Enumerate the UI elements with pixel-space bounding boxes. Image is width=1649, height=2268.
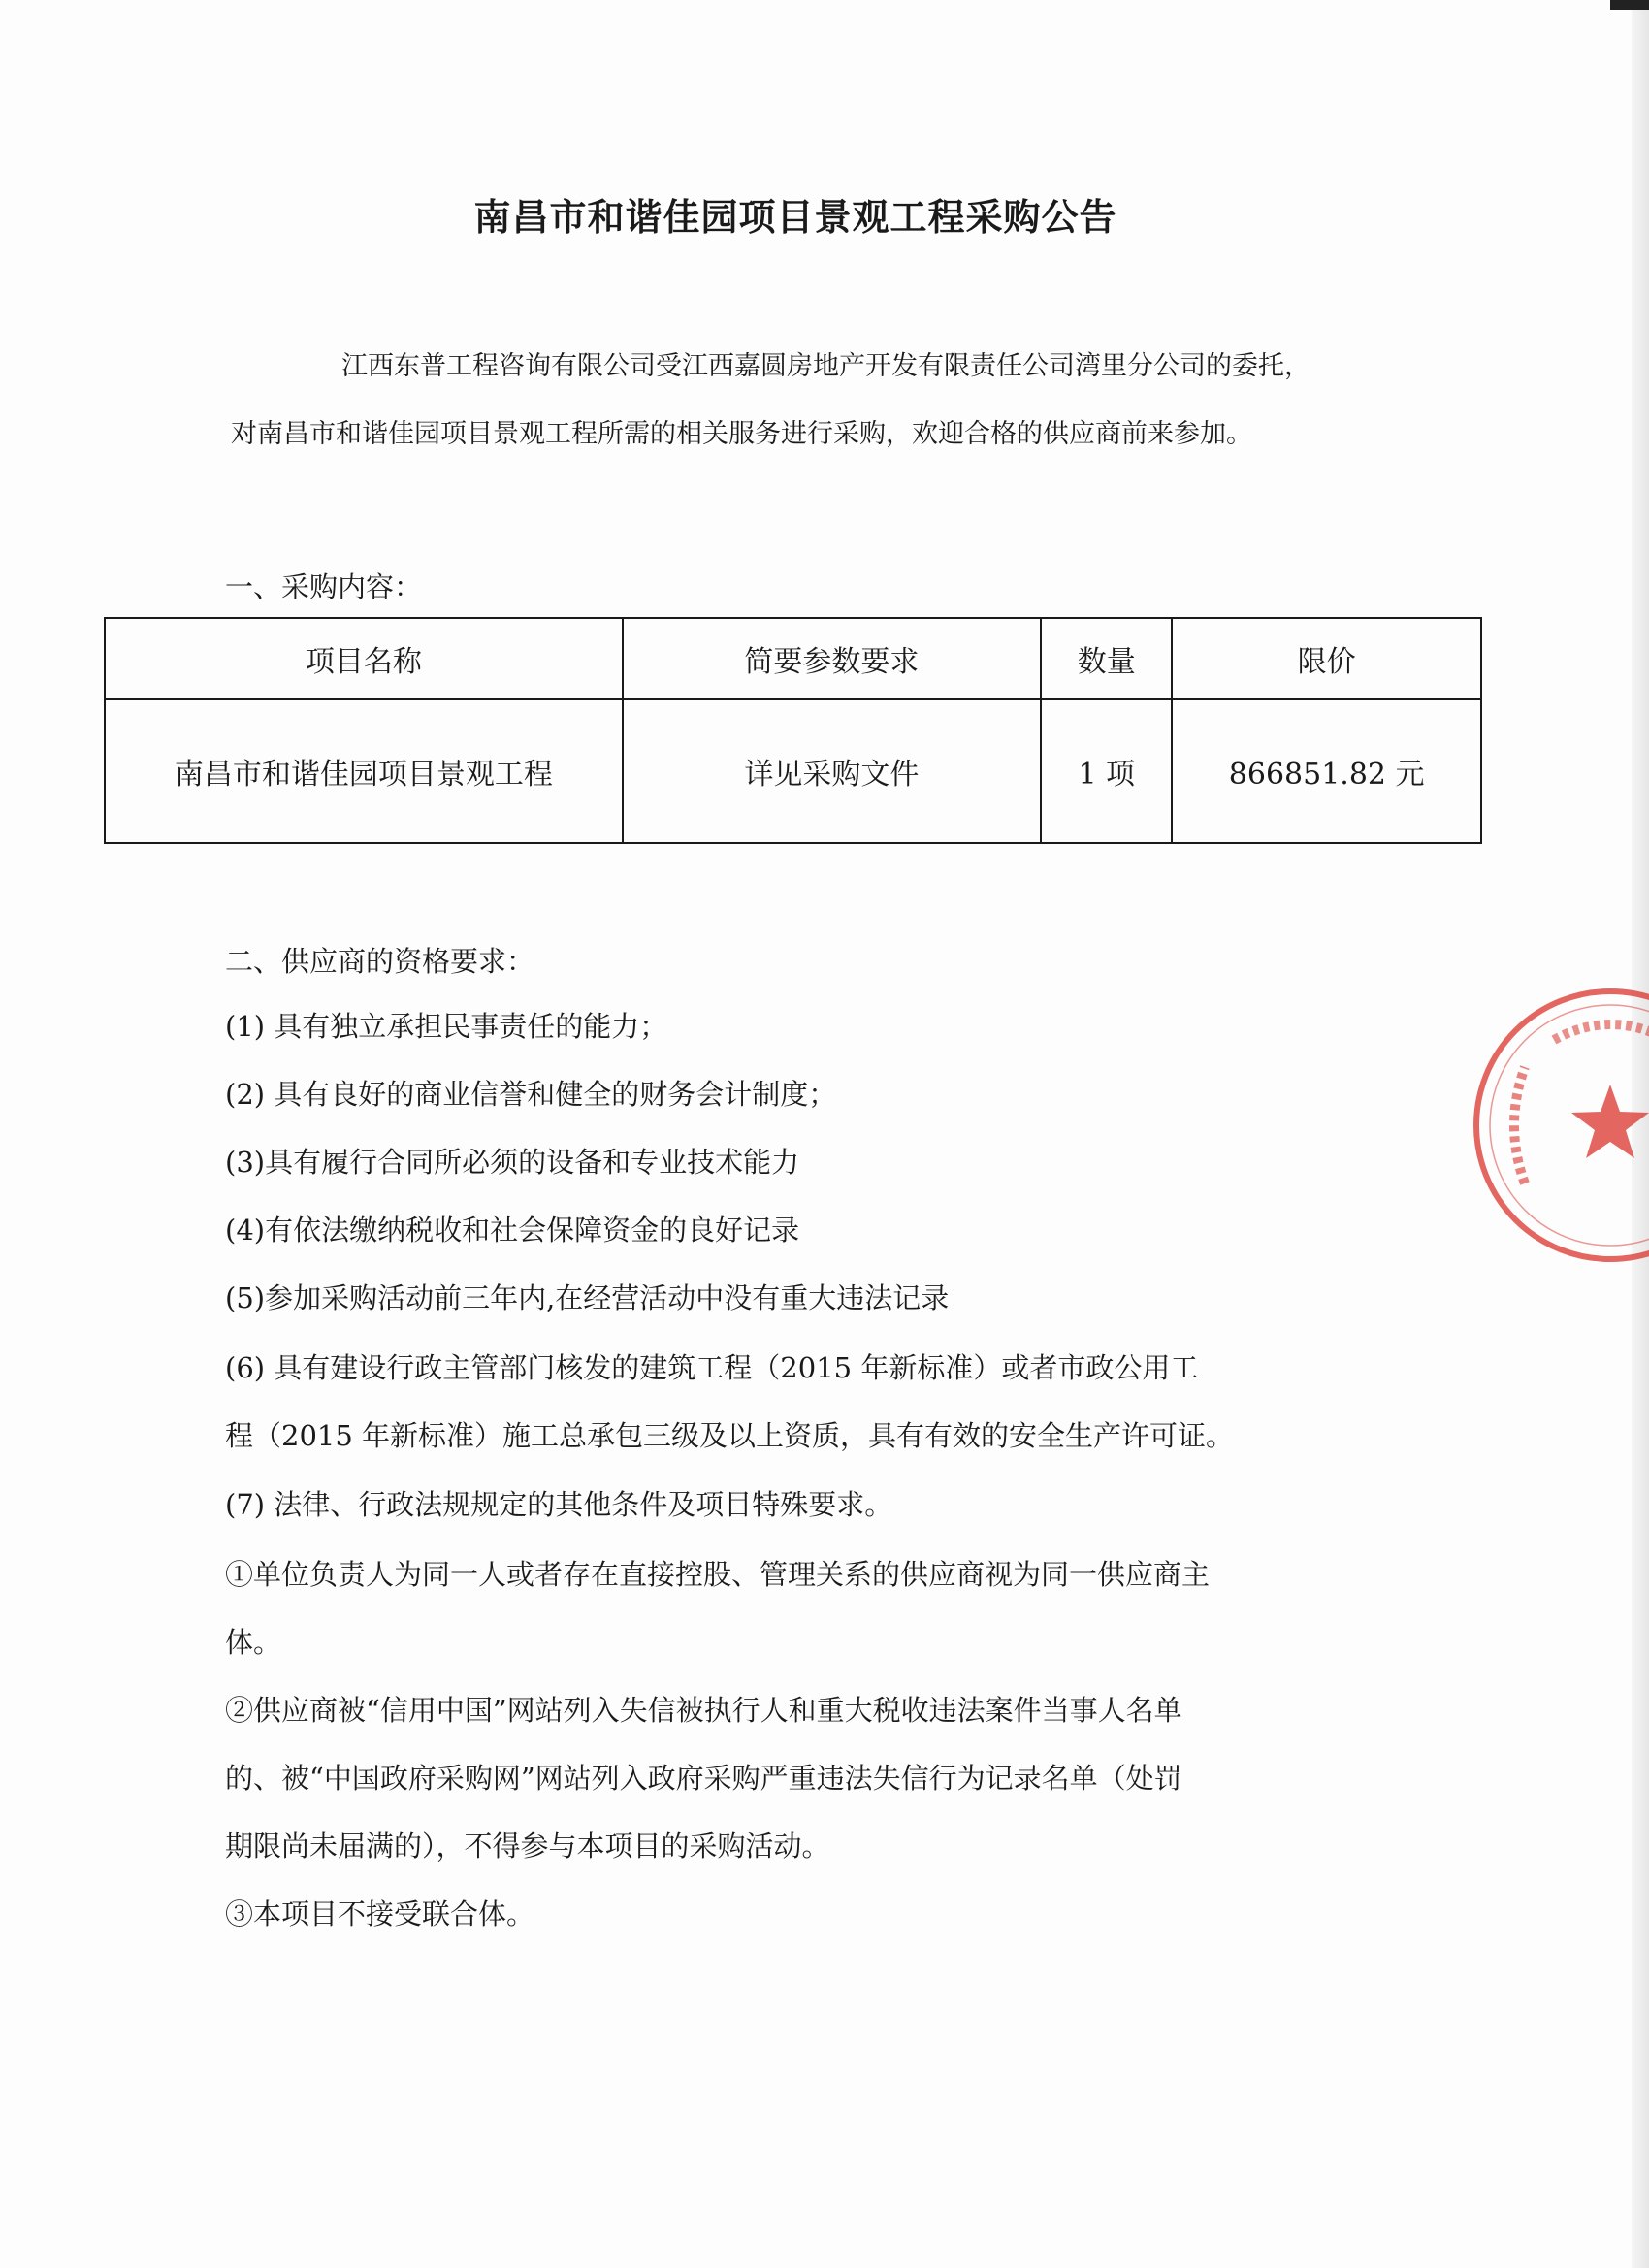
table-cell: 866851.82 元: [1172, 699, 1481, 843]
requirement-item: (1) 具有独立承担民事责任的能力；: [225, 1010, 668, 1043]
requirement-item: (4)有依法缴纳税收和社会保障资金的良好记录: [225, 1214, 800, 1247]
requirement-item: (3)具有履行合同所必须的设备和专业技术能力: [225, 1146, 800, 1179]
special-requirement: 体。: [225, 1626, 282, 1659]
table-header-cell: 数量: [1041, 618, 1172, 699]
seal-star-icon: [1571, 1085, 1649, 1158]
table-header-cell: 简要参数要求: [623, 618, 1042, 699]
table-row: [105, 699, 1481, 843]
requirement-item: (2) 具有良好的商业信誉和健全的财务会计制度；: [225, 1078, 837, 1111]
requirement-item: 程（2015 年新标准）施工总承包三级及以上资质，具有有效的安全生产许可证。: [225, 1419, 1235, 1452]
requirement-item: (7) 法律、行政法规规定的其他条件及项目特殊要求。: [225, 1488, 893, 1521]
table-header-row: [105, 618, 1481, 699]
table-header-cell: 限价: [1172, 618, 1481, 699]
company-seal: [1465, 980, 1649, 1271]
special-requirement: 的、被“中国政府采购网”网站列入政府采购严重违法失信行为记录名单（处罚: [225, 1762, 1182, 1795]
intro-line-1: 江西东普工程咨询有限公司受江西嘉圆房地产开发有限责任公司湾里分公司的委托，: [341, 351, 1310, 381]
special-requirement: ③本项目不接受联合体。: [225, 1897, 535, 1930]
special-requirement: ①单位负责人为同一人或者存在直接控股、管理关系的供应商视为同一供应商主: [225, 1558, 1211, 1591]
document-title: 南昌市和谐佳园项目景观工程采购公告: [473, 196, 1117, 239]
table-cell: 详见采购文件: [623, 699, 1042, 843]
section-1-heading: 一、采购内容：: [225, 570, 423, 603]
requirement-item: (5)参加采购活动前三年内,在经营活动中没有重大违法记录: [225, 1281, 950, 1314]
scan-edge-mark: [1610, 0, 1649, 10]
special-requirement: ②供应商被“信用中国”网站列入失信被执行人和重大税收违法案件当事人名单: [225, 1694, 1182, 1727]
procurement-table: [104, 617, 1482, 844]
requirement-item: (6) 具有建设行政主管部门核发的建筑工程（2015 年新标准）或者市政公用工: [225, 1351, 1199, 1384]
intro-line-2: 对南昌市和谐佳园项目景观工程所需的相关服务进行采购，欢迎合格的供应商前来参加。: [231, 419, 1252, 449]
table-cell: 1 项: [1041, 699, 1172, 843]
special-requirement: 期限尚未届满的），不得参与本项目的采购活动。: [225, 1830, 830, 1863]
table-cell: 南昌市和谐佳园项目景观工程: [105, 699, 623, 843]
table-header-cell: 项目名称: [105, 618, 623, 699]
section-2-heading: 二、供应商的资格要求：: [225, 945, 535, 978]
